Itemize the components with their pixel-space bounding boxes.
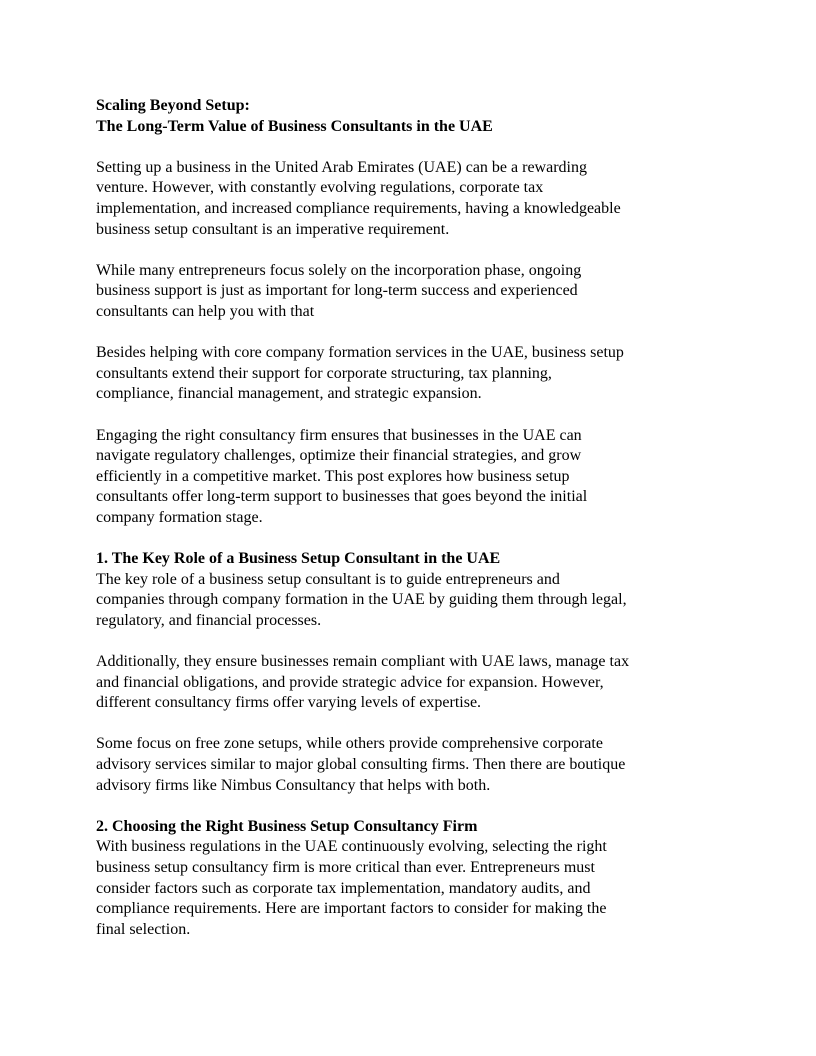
text-line: consultants offer long-term support to businesses that goes beyond the initial [96,488,588,506]
text-line: Besides helping with core company formation services in the UAE, business setup [96,344,624,362]
text-line: business setup consultancy firm is more critical than ever. Entrepreneurs must [96,858,595,876]
title-line: Scaling Beyond Setup: [96,97,250,114]
paragraph-core-services [96,343,736,405]
text-line: venture. However, with constantly evolving regulations, corporate tax [96,179,544,197]
text-line: companies through company formation in the UAE by guiding them through legal, [96,591,627,609]
text-line: different consultancy firms offer varying levels of expertise. [96,694,482,712]
section-2-heading: 2. Choosing the Right Business Setup Consultancy Firm [96,817,478,835]
text-line: implementation, and increased compliance requirements, having a knowledgeable [96,199,621,217]
text-line: business support is just as important for long-term success and experienced [96,282,578,300]
text-line: consider factors such as corporate tax implementation, mandatory audits, and [96,879,591,897]
text-line: compliance requirements. Here are important factors to consider for making the [96,900,607,918]
text-line: While many entrepreneurs focus solely on the incorporation phase, ongoing [96,261,582,279]
text-line: The key role of a business setup consultant is to guide entrepreneurs and [96,570,560,588]
section-1 [96,549,736,631]
text-line: navigate regulatory challenges, optimize their financial strategies, and grow [96,447,582,465]
text-line: Setting up a business in the United Arab Emirates (UAE) can be a rewarding [96,158,587,176]
text-line: advisory firms like Nimbus Consultancy that helps with both. [96,776,491,794]
document-page [96,96,736,961]
text-line: Some focus on free zone setups, while others provide comprehensive corporate [96,735,603,753]
document-title [96,96,736,137]
paragraph-right-firm [96,426,736,529]
text-line: advisory services similar to major global consulting firms. Then there are boutique [96,756,626,773]
section-1-heading: 1. The Key Role of a Business Setup Consultant in the UAE [96,550,501,568]
text-line: efficiently in a competitive market. This post explores how business setup [96,467,570,485]
intro-paragraph [96,158,736,240]
text-line: regulatory, and financial processes. [96,611,322,629]
section-1-paragraph-compliance [96,652,736,714]
text-line: final selection. [96,920,191,938]
text-line: With business regulations in the UAE continuously evolving, selecting the right [96,838,607,856]
text-line: compliance, financial management, and strategic expansion. [96,385,482,403]
text-line: consultants can help you with that [96,302,315,320]
subtitle-line: The Long-Term Value of Business Consultants in the UAE [96,117,493,135]
text-line: consultants extend their support for corporate structuring, tax planning, [96,364,552,382]
text-line: and financial obligations, and provide strategic advice for expansion. However, [96,673,604,691]
text-line: Engaging the right consultancy firm ensures that businesses in the UAE can [96,426,582,444]
text-line: Additionally, they ensure businesses remain compliant with UAE laws, manage tax [96,653,630,671]
paragraph-ongoing-support [96,261,736,323]
text-line: business setup consultant is an imperative requirement. [96,220,450,238]
section-1-paragraph-firms [96,734,736,796]
section-2 [96,817,736,941]
text-line: company formation stage. [96,508,263,526]
